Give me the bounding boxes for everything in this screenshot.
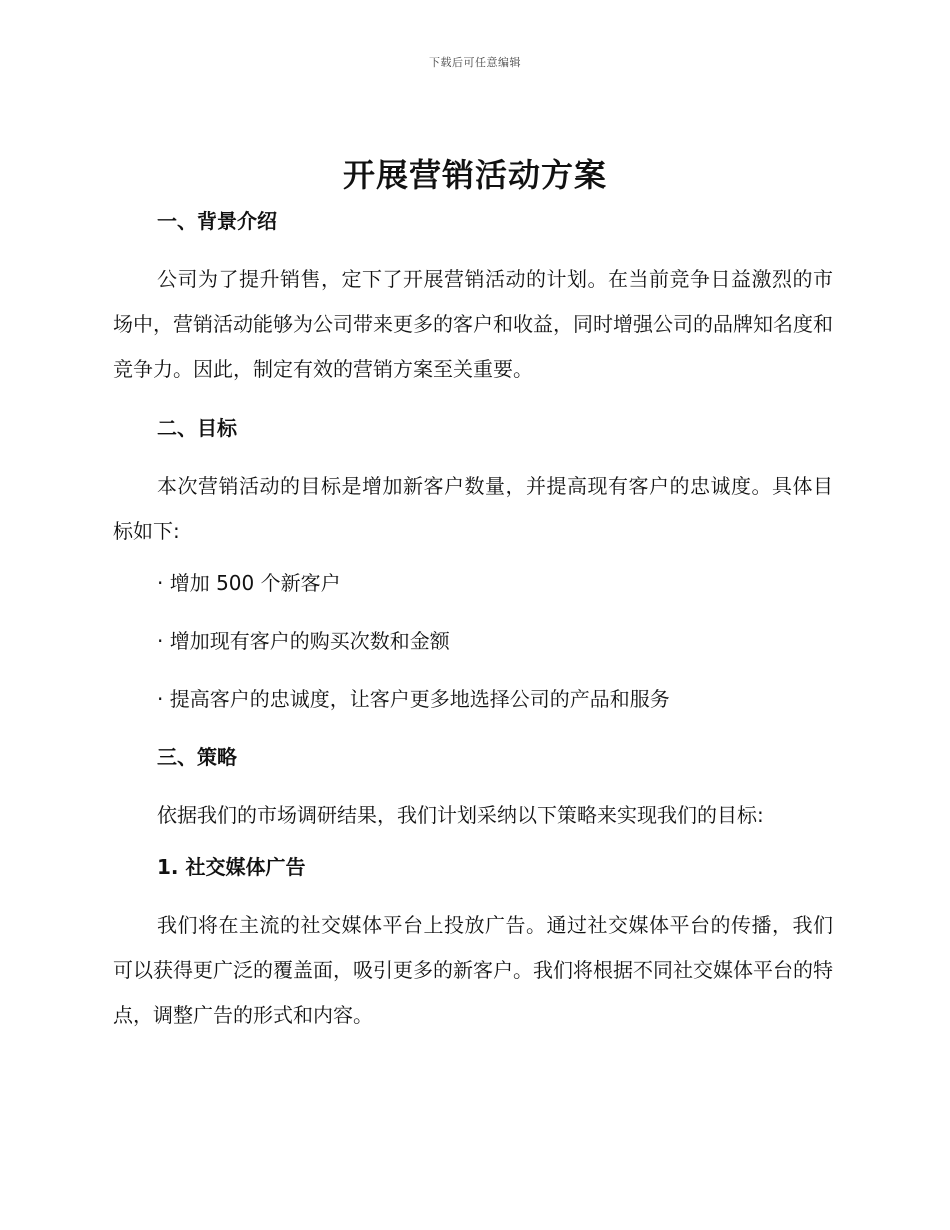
section-heading-goals: 二、目标: [157, 416, 237, 440]
paragraph-social-media: 我们将在主流的社交媒体平台上投放广告。通过社交媒体平台的传播，我们可以获得更广泛的覆盖面，吸引更多的新客户。我们将根据不同社交媒体平台的特点，调整广告的形式和内容。: [113, 913, 833, 1027]
section-heading-strategy: 三、策略: [157, 745, 237, 769]
subsection-heading-social-media: 1. 社交媒体广告: [157, 855, 306, 879]
paragraph-goals: 本次营销活动的目标是增加新客户数量，并提高现有客户的忠诚度。具体目标如下:: [113, 474, 833, 543]
goal-item: · 提高客户的忠诚度，让客户更多地选择公司的产品和服务: [157, 687, 670, 711]
goal-item: · 增加 500 个新客户: [157, 571, 341, 595]
document-body: [113, 203, 833, 1038]
page-header-note: 下载后可任意编辑: [429, 56, 521, 69]
paragraph-strategy: 依据我们的市场调研结果，我们计划采纳以下策略来实现我们的目标:: [157, 803, 764, 827]
document-title: 开展营销活动方案: [342, 156, 607, 194]
goal-item: · 增加现有客户的购买次数和金额: [157, 629, 450, 653]
section-heading-background: 一、背景介绍: [157, 209, 277, 233]
paragraph-background: 公司为了提升销售，定下了开展营销活动的计划。在当前竞争日益激烈的市场中，营销活动能够为公司带来更多的客户和收益，同时增强公司的品牌知名度和竞争力。因此，制定有效的营销方案至关重要。: [113, 267, 833, 381]
